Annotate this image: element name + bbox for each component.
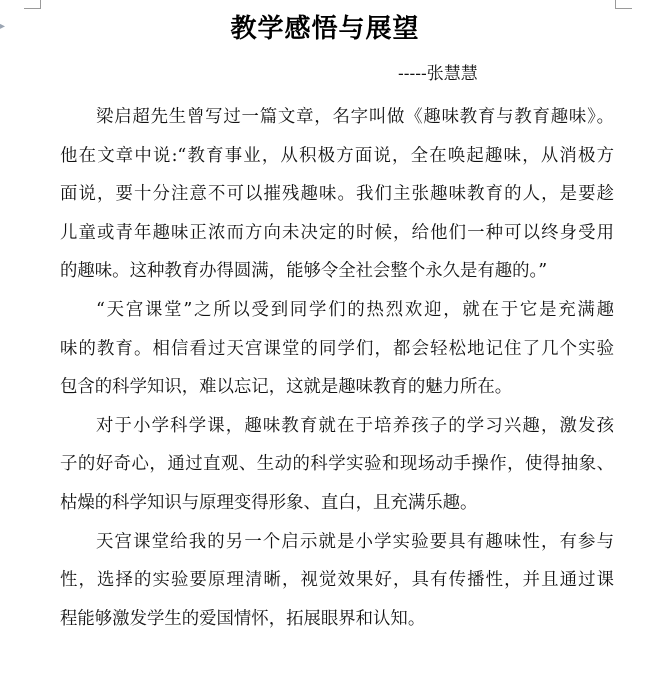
paragraph-1-line-1: 梁启超先生曾写过一篇文章，名字叫做《趣味教育与教育趣味》。 bbox=[96, 107, 614, 127]
paragraph-1-line-2: 他在文章中说:“教育事业，从积极方面说，全在唤起趣味，从消极方 bbox=[60, 145, 614, 166]
margin-arrow-icon[interactable]: ▸ bbox=[0, 21, 6, 32]
document-body[interactable] bbox=[60, 98, 614, 638]
paragraph-4-line-1: 天宫课堂给我的另一个启示就是小学实验要具有趣味性，有参与 bbox=[96, 531, 614, 552]
paragraph-1-line-4: 儿童或青年趣味正浓而方向未决定的时候，给他们一种可以终身受用 bbox=[60, 222, 614, 243]
paragraph-3-line-3: 枯燥的科学知识与原理变得形象、直白，且充满乐趣。 bbox=[60, 492, 478, 513]
paragraph-2-line-3: 包含的科学知识，难以忘记，这就是趣味教育的魅力所在。 bbox=[60, 377, 513, 398]
paragraph-2-line-2: 味的教育。相信看过天宫课堂的同学们，都会轻松地记住了几个实验 bbox=[60, 338, 614, 359]
paragraph-3-line-2: 子的好奇心，通过直观、生动的科学实验和现场动手操作，使得抽象、 bbox=[60, 454, 614, 475]
paragraph-4-line-2: 性，选择的实验要原理清晰，视觉效果好，具有传播性，并且通过课 bbox=[60, 570, 614, 591]
page-corner-mark-right bbox=[615, 0, 632, 9]
document-title: 教学感悟与展望 bbox=[230, 14, 420, 44]
paragraph-4-line-3: 程能够激发学生的爱国情怀，拓展眼界和认知。 bbox=[60, 608, 426, 629]
paragraph-3-line-1: 对于小学科学课，趣味教育就在于培养孩子的学习兴趣，激发孩 bbox=[96, 415, 614, 436]
page-corner-mark-left bbox=[24, 0, 41, 9]
document-author: -----张慧慧 bbox=[398, 64, 478, 84]
paragraph-1-line-3: 面说，要十分注意不可以摧残趣味。我们主张趣味教育的人，是要趁 bbox=[60, 184, 614, 205]
paragraph-1-line-5: 的趣味。这种教育办得圆满，能够令全社会整个永久是有趣的。” bbox=[60, 261, 548, 282]
paragraph-2-line-1: “天宫课堂”之所以受到同学们的热烈欢迎，就在于它是充满趣 bbox=[96, 299, 614, 320]
